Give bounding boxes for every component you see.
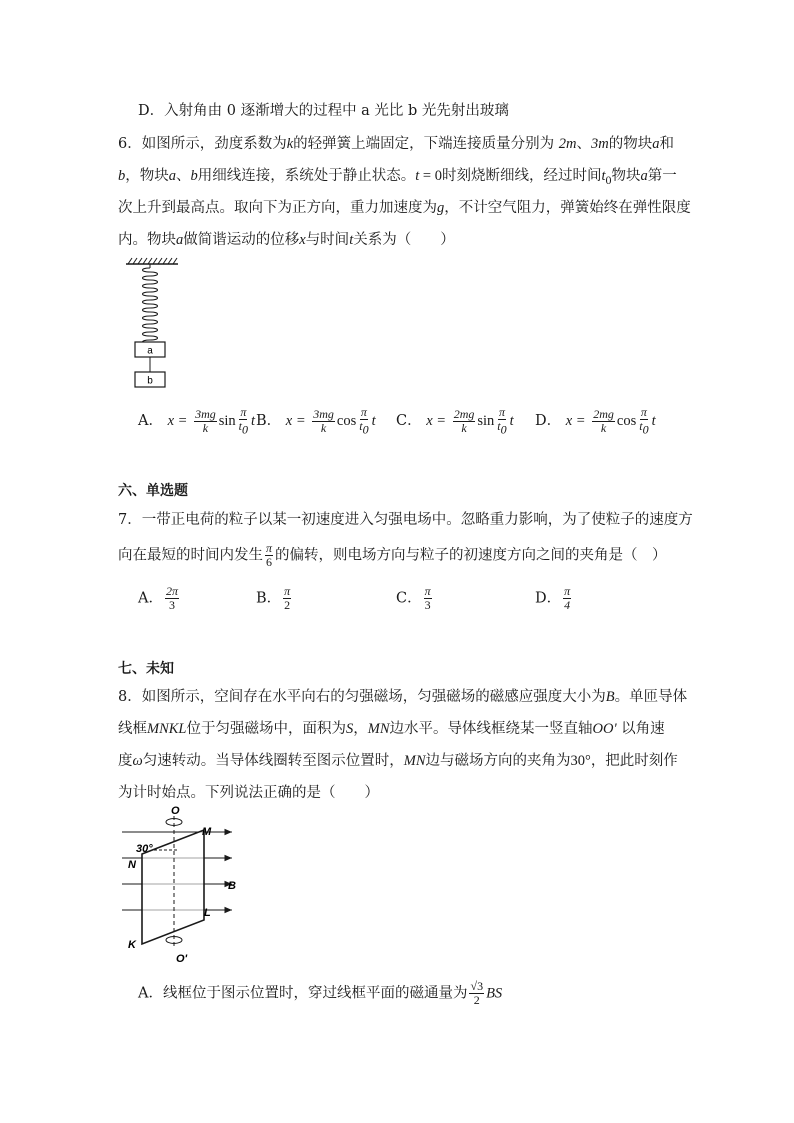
q6-option-c: C． x = $\frac{2mg}{k}$ sin $\frac{\pi}{t_0}$ t (396, 405, 514, 437)
q8-option-a: A．线框位于图示位置时，穿过线框平面的磁通量为 $\frac{√3}{2}$ BS (138, 979, 503, 1007)
q6-line-1: 6．如图所示，劲度系数为k的轻弹簧上端固定，下端连接质量分别为 2m、3m的物块a和 (118, 136, 674, 152)
q8-line-1: 8．如图所示，空间存在水平向右的匀强磁场，匀强磁场的磁感应强度大小为B。单匝导体 (118, 689, 688, 705)
q5-option-d: D．入射角由 0 逐渐增大的过程中 a 光比 b 光先射出玻璃 (138, 103, 509, 119)
q6-line-2: b，物块a、b用细线连接，系统处于静止状态。t = 0时刻烧断细线，经过时间$t_0$物块a第一 (118, 168, 677, 187)
q7-option-c: C． $\frac{\pi}{3}$ (396, 584, 431, 612)
q6-line-3: 次上升到最高点。取向下为正方向，重力加速度为g，不计空气阻力，弹簧始终在弹性限度 (118, 200, 691, 216)
spring-figure (118, 258, 188, 393)
ceiling-hatch (128, 258, 177, 264)
q7-option-a: A． $\frac{2\pi}{3}$ (138, 584, 178, 612)
label-o-prime: O' (176, 953, 188, 965)
q7-option-d: D． $\frac{\pi}{4}$ (535, 584, 571, 612)
q8-line-2: 线框MNKL位于匀强磁场中，面积为S，MN边水平。导体线框绕某一竖直轴OO' 以角速 (118, 721, 665, 737)
label-o: O (171, 805, 180, 817)
label-m: M (202, 826, 212, 838)
label-k: K (128, 939, 136, 951)
q8-line-3: 度ω匀速转动。当导体线圈转至图示位置时，MN边与磁场方向的夹角为30°，把此时刻作 (118, 753, 678, 769)
label-b: B (228, 880, 236, 892)
q7-line-2: 向在最短的时间内发生 $\frac{\pi}{6}$ 的偏转，则电场方向与粒子的初速度方向之间的夹角是（ ） (118, 541, 667, 569)
spring-icon (143, 264, 158, 348)
q6-line-4: 内。物块a做简谐运动的位移x与时间t关系为（ ） (118, 232, 455, 248)
coil-figure (118, 802, 248, 967)
label-n: N (128, 859, 136, 871)
q7-line-1: 7．一带正电荷的粒子以某一初速度进入匀强电场中。忽略重力影响，为了使粒子的速度方 (118, 512, 693, 528)
q7-option-b: B． $\frac{\pi}{2}$ (256, 584, 291, 612)
label-l: L (204, 907, 211, 919)
block-a-label: a (147, 345, 153, 357)
block-b-label: b (147, 375, 153, 387)
q6-option-a: A． x = $\frac{3mg}{k}$ sin $\frac{\pi}{t_0}$ t (138, 405, 256, 437)
angle-label: 30° (136, 843, 153, 855)
section-title-7: 七、未知 (118, 661, 174, 677)
q6-option-b: B． x = $\frac{3mg}{k}$ cos $\frac{\pi}{t_0}$ t (256, 405, 376, 437)
q8-line-4: 为计时始点。下列说法正确的是（ ） (118, 785, 379, 801)
q6-option-d: D． x = $\frac{2mg}{k}$ cos $\frac{\pi}{t_0}$ t (535, 405, 656, 437)
section-title-6: 六、单选题 (118, 483, 188, 499)
